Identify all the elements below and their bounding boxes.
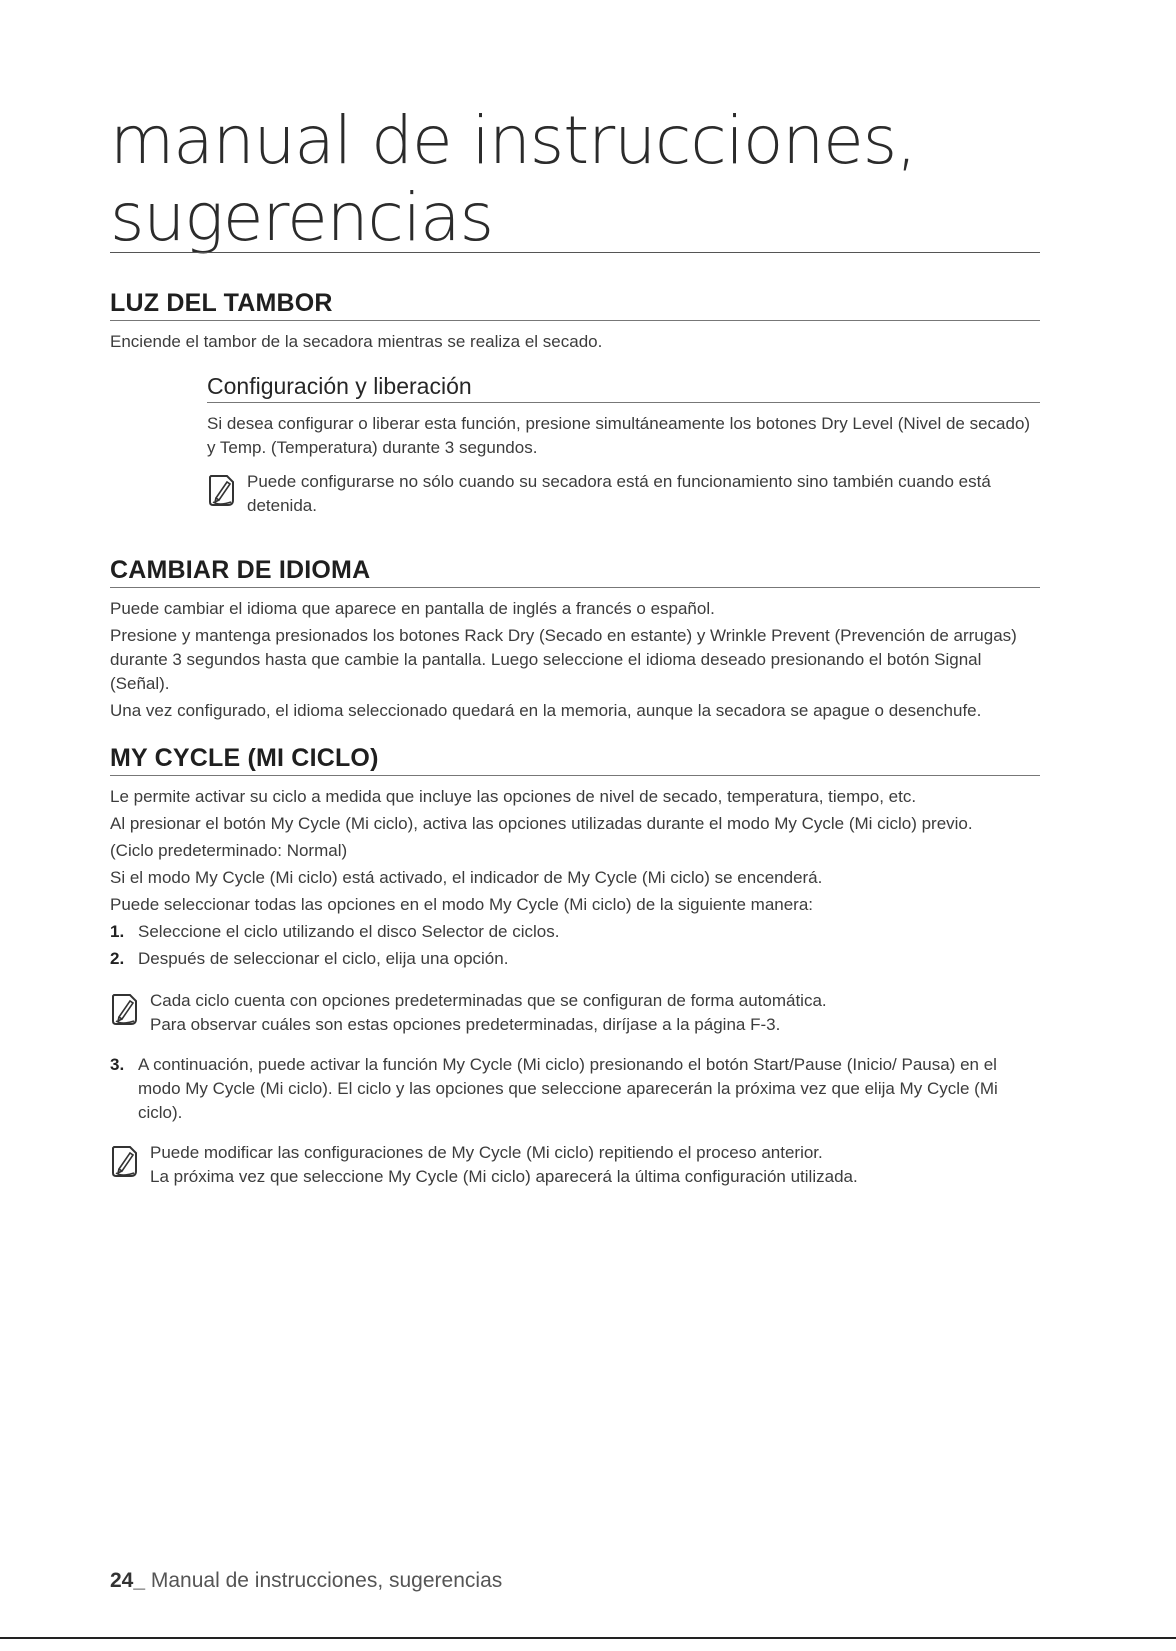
title-rule	[110, 252, 1040, 253]
page-title-line1: manual de instrucciones,	[110, 102, 917, 179]
subsection-heading: Configuración y liberación	[207, 372, 1040, 403]
note-text-line2: Para observar cuáles son estas opciones predeterminadas, diríjase a la página F-3.	[150, 1015, 781, 1034]
subsection-configuracion	[207, 372, 1040, 518]
note-pencil-icon	[110, 1143, 140, 1179]
paragraph: Al presionar el botón My Cycle (Mi ciclo), activa las opciones utilizadas durante el modo My Cycle (Mi ciclo) previo.	[110, 814, 973, 833]
paragraph: Puede seleccionar todas las opciones en el modo My Cycle (Mi ciclo) de la siguiente manera:	[110, 895, 814, 914]
note-text-line1: Cada ciclo cuenta con opciones predeterminadas que se configuran de forma automática.	[150, 991, 827, 1010]
page-title-line2: sugerencias	[110, 179, 494, 256]
list-text: Seleccione el ciclo utilizando el disco Selector de ciclos.	[138, 922, 560, 941]
paragraph: Una vez configurado, el idioma seleccionado quedará en la memoria, aunque la secadora se apague o desenchufe.	[110, 701, 982, 720]
note	[110, 989, 1040, 1037]
paragraph: (Ciclo predeterminado: Normal)	[110, 841, 348, 860]
section-heading: CAMBIAR DE IDIOMA	[110, 555, 1040, 588]
list-number: 2.	[110, 949, 125, 968]
bottom-rule	[0, 1637, 1176, 1639]
paragraph: Puede cambiar el idioma que aparece en pantalla de inglés a francés o español.	[110, 599, 715, 618]
note-pencil-icon	[110, 991, 140, 1027]
list-item	[110, 920, 1040, 944]
paragraph: Si el modo My Cycle (Mi ciclo) está activado, el indicador de My Cycle (Mi ciclo) se encenderá.	[110, 868, 823, 887]
page-number: 24_	[110, 1569, 146, 1592]
list-text: A continuación, puede activar la función My Cycle (Mi ciclo) presionando el botón Start/Pause (Inicio/ Pausa) en el modo My Cycle (Mi ciclo). El ciclo y las opciones que seleccione aparecerán la próxima vez que elija My Cycle (Mi ciclo).	[138, 1055, 998, 1122]
note-text-line1: Puede modificar las configuraciones de My Cycle (Mi ciclo) repitiendo el proceso anterior.	[150, 1143, 823, 1162]
note-text-line2: La próxima vez que seleccione My Cycle (Mi ciclo) aparecerá la última configuración utilizada.	[150, 1167, 858, 1186]
note	[207, 470, 1040, 518]
paragraph: Enciende el tambor de la secadora mientras se realiza el secado.	[110, 332, 603, 351]
list-number: 3.	[110, 1055, 125, 1074]
section-luz-del-tambor	[110, 288, 1040, 354]
list-item	[110, 947, 1040, 971]
section-my-cycle	[110, 743, 1040, 1189]
list-number: 1.	[110, 922, 125, 941]
section-heading: MY CYCLE (MI CICLO)	[110, 743, 1040, 776]
note-text: Puede configurarse no sólo cuando su secadora está en funcionamiento sino también cuando está detenida.	[247, 472, 991, 515]
note	[110, 1141, 1040, 1189]
page-footer	[110, 1568, 502, 1594]
footer-text: Manual de instrucciones, sugerencias	[145, 1569, 503, 1592]
section-heading: LUZ DEL TAMBOR	[110, 288, 1040, 321]
list-text: Después de seleccionar el ciclo, elija una opción.	[138, 949, 509, 968]
note-pencil-icon	[207, 472, 237, 508]
section-cambiar-de-idioma	[110, 555, 1040, 723]
page-title	[110, 102, 1040, 256]
list-item	[110, 1053, 1040, 1125]
paragraph: Si desea configurar o liberar esta función, presione simultáneamente los botones Dry Level (Nivel de secado) y Temp. (Temperatura) durante 3 segundos.	[207, 414, 1031, 457]
paragraph: Presione y mantenga presionados los botones Rack Dry (Secado en estante) y Wrinkle Prevent (Prevención de arrugas) durante 3 segundos hasta que cambie la pantalla. Luego seleccione el idioma deseado presionando el botón Signal (Señal).	[110, 626, 1017, 693]
paragraph: Le permite activar su ciclo a medida que incluye las opciones de nivel de secado, temperatura, tiempo, etc.	[110, 787, 917, 806]
